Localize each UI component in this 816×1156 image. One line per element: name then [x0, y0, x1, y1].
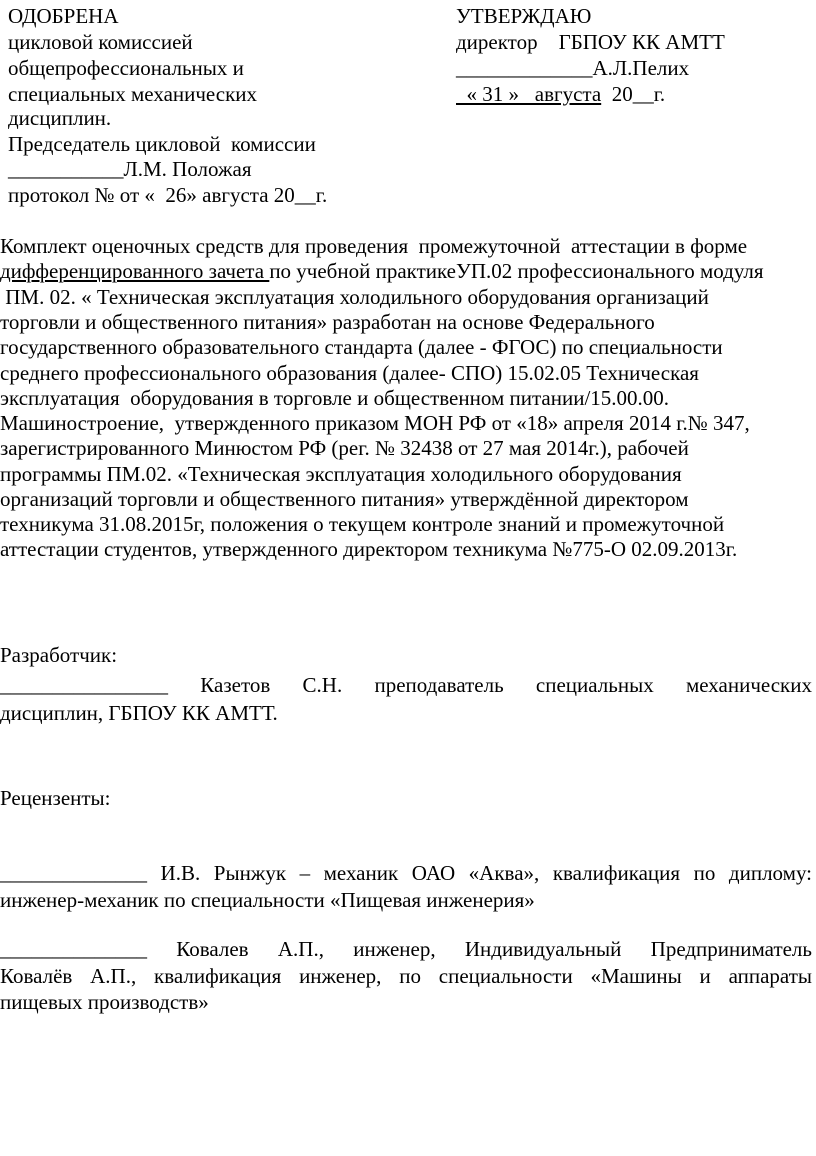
committee-chair-line: Председатель цикловой комиссии: [8, 132, 316, 156]
body-line: среднего профессионального образования (далее- СПО) 15.02.05 Техническая: [0, 361, 699, 385]
reviewer-1-line: ______________ И.В. Рынжук – механик ОАО «Аква», квалификация по диплому:: [0, 861, 812, 885]
director-line: директор ГБПОУ КК АМТТ: [456, 30, 725, 54]
approval-date-underlined: « 31 » августа: [456, 82, 602, 106]
developer-line: ________________ Казетов С.Н. преподаватель специальных механических: [0, 673, 812, 697]
approve-title: УТВЕРЖДАЮ: [456, 4, 592, 28]
body-line: аттестации студентов, утвержденного директором техникума №775-О 02.09.2013г.: [0, 537, 738, 561]
body-line: зарегистрированного Минюстом РФ (рег. № 32438 от 27 мая 2014г.), рабочей: [0, 436, 689, 460]
chair-signature-line: ___________Л.М. Положая: [8, 157, 252, 181]
body-line: торговли и общественного питания» разработан на основе Федерального: [0, 310, 655, 334]
body-line: техникума 31.08.2015г, положения о текущем контроле знаний и промежуточной: [0, 512, 725, 536]
body-line: организаций торговли и общественного питания» утверждённой директором: [0, 487, 689, 511]
body-line: эксплуатация оборудования в торговле и общественном питании/15.00.00.: [0, 386, 670, 410]
developer-heading: Разработчик:: [0, 643, 118, 667]
body-line-rest: по учебной практикеУП.02 профессионального модуля: [269, 259, 764, 283]
reviewers-heading: Рецензенты:: [0, 786, 111, 810]
reviewer-2-line: ______________ Ковалев А.П., инженер, Индивидуальный Предприниматель: [0, 937, 812, 961]
approved-line: специальных механических: [8, 82, 258, 106]
credit-form-underlined: дифференцированного зачета: [0, 259, 270, 283]
approved-title: ОДОБРЕНА: [8, 4, 119, 28]
approval-date-year: 20__г.: [601, 82, 666, 106]
reviewer-2-line: пищевых производств»: [0, 990, 209, 1014]
body-line: ПМ. 02. « Техническая эксплуатация холодильного оборудования организаций: [0, 285, 709, 309]
reviewer-1-line: инженер-механик по специальности «Пищевая инженерия»: [0, 888, 535, 912]
approval-date: [456, 82, 665, 106]
approved-line: цикловой комиссией: [8, 30, 193, 54]
reviewer-2-line: Ковалёв А.П., квалификация инженер, по специальности «Машины и аппараты: [0, 964, 812, 988]
developer-line: дисциплин, ГБПОУ КК АМТТ.: [0, 701, 278, 725]
approved-line: дисциплин.: [8, 106, 112, 130]
body-line: программы ПМ.02. «Техническая эксплуатация холодильного оборудования: [0, 462, 682, 486]
body-line: Комплект оценочных средств для проведения промежуточной аттестации в форме: [0, 234, 748, 258]
approved-line: общепрофессиональных и: [8, 56, 244, 80]
body-line: [0, 259, 764, 283]
body-line: государственного образовательного стандарта (далее - ФГОС) по специальности: [0, 335, 723, 359]
protocol-line: протокол № от « 26» августа 20__г.: [8, 183, 328, 207]
director-signature-line: _____________А.Л.Пелих: [456, 56, 690, 80]
body-line: Машиностроение, утвержденного приказом МОН РФ от «18» апреля 2014 г.№ 347,: [0, 411, 750, 435]
